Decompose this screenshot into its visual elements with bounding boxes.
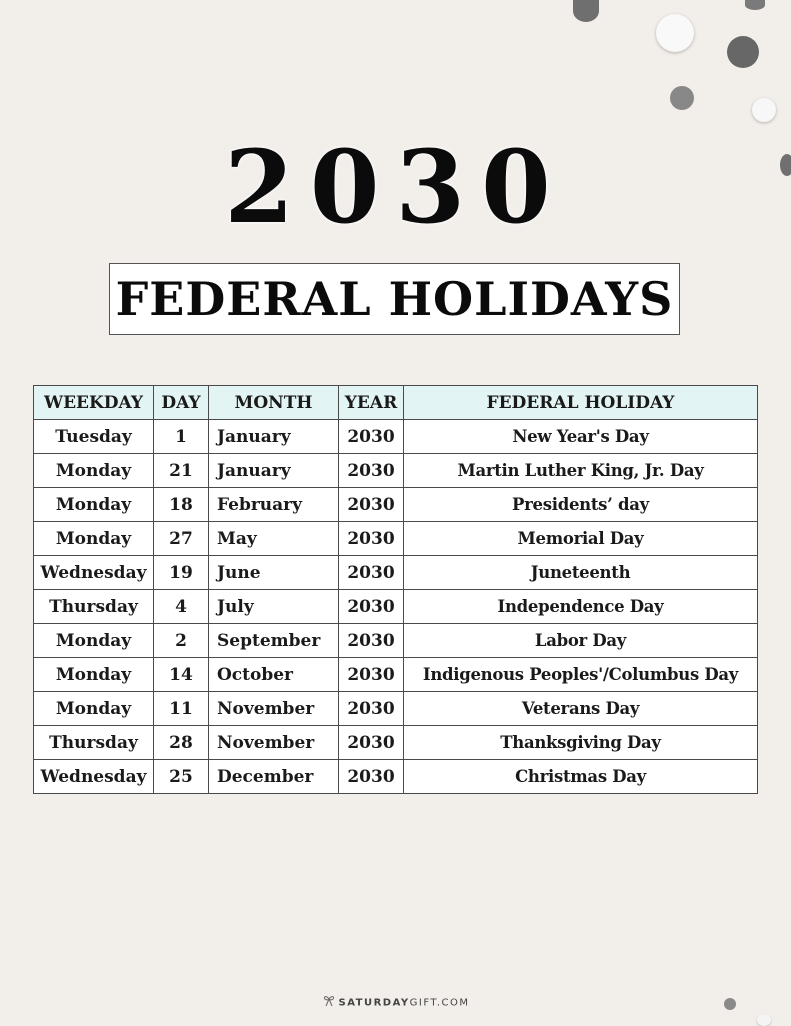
cell-month: January xyxy=(209,420,339,454)
confetti-dark-2 xyxy=(727,36,759,68)
table-header-row xyxy=(34,386,758,420)
cell-day: 11 xyxy=(154,692,209,726)
cell-holiday: Juneteenth xyxy=(404,556,758,590)
header-day: DAY xyxy=(154,386,209,420)
cell-weekday: Wednesday xyxy=(34,760,154,794)
footer-brand-bold: SATURDAY xyxy=(338,997,410,1009)
cell-year: 2030 xyxy=(339,692,404,726)
cell-month: December xyxy=(209,760,339,794)
cell-year: 2030 xyxy=(339,624,404,658)
cell-day: 21 xyxy=(154,454,209,488)
page-title: FEDERAL HOLIDAYS xyxy=(115,272,674,326)
cell-holiday: Veterans Day xyxy=(404,692,758,726)
cell-year: 2030 xyxy=(339,760,404,794)
confetti-light-1 xyxy=(656,14,694,52)
table-row xyxy=(34,454,758,488)
cell-weekday: Monday xyxy=(34,454,154,488)
table-row xyxy=(34,624,758,658)
cell-day: 1 xyxy=(154,420,209,454)
cell-month: October xyxy=(209,658,339,692)
cell-day: 4 xyxy=(154,590,209,624)
table-row xyxy=(34,658,758,692)
cell-day: 2 xyxy=(154,624,209,658)
holiday-table xyxy=(33,385,758,794)
confetti-dark-1 xyxy=(573,0,599,22)
year-heading: 2030 xyxy=(224,128,567,246)
table-row xyxy=(34,556,758,590)
cell-year: 2030 xyxy=(339,658,404,692)
cell-year: 2030 xyxy=(339,590,404,624)
confetti-light-3 xyxy=(757,1014,771,1026)
table-row xyxy=(34,522,758,556)
cell-weekday: Monday xyxy=(34,692,154,726)
cell-weekday: Thursday xyxy=(34,726,154,760)
header-federal-holiday: FEDERAL HOLIDAY xyxy=(404,386,758,420)
table-row xyxy=(34,692,758,726)
header-year: YEAR xyxy=(339,386,404,420)
cell-month: November xyxy=(209,726,339,760)
cell-year: 2030 xyxy=(339,420,404,454)
cell-year: 2030 xyxy=(339,454,404,488)
cell-holiday: New Year's Day xyxy=(404,420,758,454)
cell-year: 2030 xyxy=(339,726,404,760)
title-box xyxy=(109,263,680,335)
cell-day: 18 xyxy=(154,488,209,522)
cell-weekday: Monday xyxy=(34,624,154,658)
cell-month: February xyxy=(209,488,339,522)
table-row xyxy=(34,760,758,794)
cell-month: November xyxy=(209,692,339,726)
gift-logo-icon xyxy=(322,995,336,1010)
table-row xyxy=(34,488,758,522)
header-weekday: WEEKDAY xyxy=(34,386,154,420)
confetti-light-2 xyxy=(752,98,776,122)
cell-holiday: Christmas Day xyxy=(404,760,758,794)
cell-year: 2030 xyxy=(339,556,404,590)
cell-day: 19 xyxy=(154,556,209,590)
cell-year: 2030 xyxy=(339,522,404,556)
cell-day: 27 xyxy=(154,522,209,556)
cell-holiday: Thanksgiving Day xyxy=(404,726,758,760)
cell-weekday: Monday xyxy=(34,488,154,522)
table-row xyxy=(34,420,758,454)
cell-holiday: Labor Day xyxy=(404,624,758,658)
footer-brand-rest: GIFT.COM xyxy=(409,997,470,1009)
cell-month: January xyxy=(209,454,339,488)
cell-holiday: Independence Day xyxy=(404,590,758,624)
cell-weekday: Thursday xyxy=(34,590,154,624)
confetti-dark-3 xyxy=(745,0,765,10)
cell-holiday: Martin Luther King, Jr. Day xyxy=(404,454,758,488)
cell-holiday: Indigenous Peoples'/Columbus Day xyxy=(404,658,758,692)
cell-year: 2030 xyxy=(339,488,404,522)
table-row xyxy=(34,590,758,624)
cell-weekday: Tuesday xyxy=(34,420,154,454)
cell-month: July xyxy=(209,590,339,624)
cell-month: September xyxy=(209,624,339,658)
cell-holiday: Presidents’ day xyxy=(404,488,758,522)
confetti-dark-4 xyxy=(670,86,694,110)
table-row xyxy=(34,726,758,760)
cell-day: 14 xyxy=(154,658,209,692)
cell-month: May xyxy=(209,522,339,556)
cell-day: 28 xyxy=(154,726,209,760)
cell-weekday: Monday xyxy=(34,522,154,556)
cell-month: June xyxy=(209,556,339,590)
cell-holiday: Memorial Day xyxy=(404,522,758,556)
cell-weekday: Wednesday xyxy=(34,556,154,590)
cell-weekday: Monday xyxy=(34,658,154,692)
header-month: MONTH xyxy=(209,386,339,420)
cell-day: 25 xyxy=(154,760,209,794)
footer-brand xyxy=(0,995,791,1010)
